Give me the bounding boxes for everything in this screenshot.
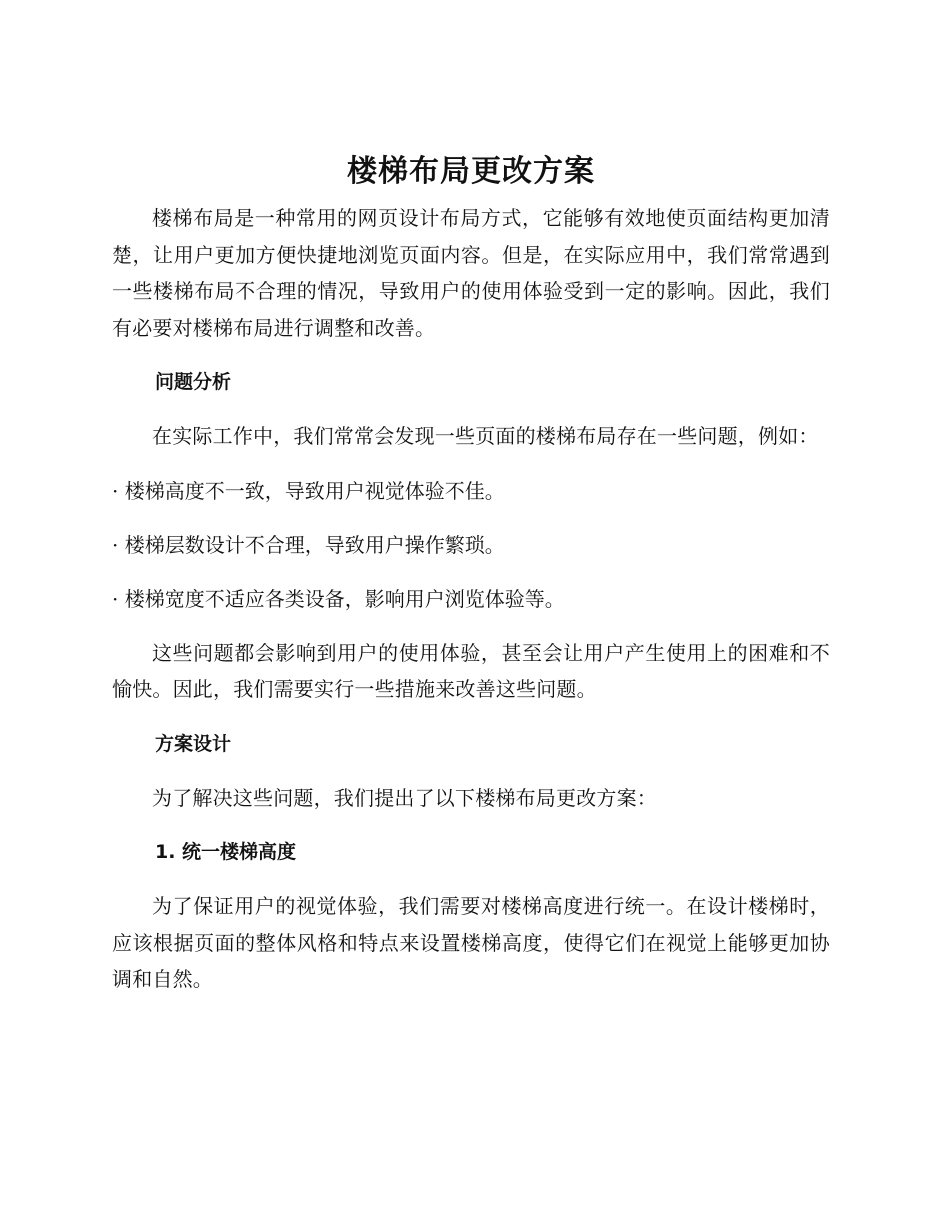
section-heading-solution-design: 方案设计 — [155, 732, 232, 755]
spacer — [112, 400, 830, 418]
solution-lead-paragraph: 为了解决这些问题，我们提出了以下楼梯布局更改方案： — [152, 785, 657, 810]
problem-lead-paragraph: 在实际工作中，我们常常会发现一些页面的楼梯布局存在一些问题，例如： — [152, 424, 819, 448]
spacer — [112, 617, 830, 635]
spacer — [112, 708, 830, 726]
spacer — [112, 816, 830, 834]
spacer — [112, 346, 830, 364]
subheading-unify-stair-height: 1. 统一楼梯高度 — [155, 841, 297, 863]
problem-bullet-item: · 楼梯高度不一致，导致用户视觉体验不佳。 — [112, 478, 505, 503]
intro-paragraph: 楼梯布局是一种常用的网页设计布局方式，它能够有效地使页面结构更加清楚，让用户更加方便快捷地浏览页面内容。但是，在实际应用中，我们常常遇到一些楼梯布局不合理的情况，导致用户的使用体验受到一定的影响。因此，我们有必要对楼梯布局进行调整和改善。 — [112, 206, 830, 340]
spacer — [112, 563, 830, 581]
document-title: 楼梯布局更改方案 — [347, 154, 595, 189]
problem-bullet-item: · 楼梯宽度不适应各类设备，影响用户浏览体验等。 — [112, 586, 565, 611]
problem-conclusion-paragraph: 这些问题都会影响到用户的使用体验，甚至会让用户产生使用上的困难和不愉快。因此，我们需要实行一些措施来改善这些问题。 — [112, 640, 830, 701]
spacer — [112, 455, 830, 473]
section-heading-problem-analysis: 问题分析 — [155, 371, 232, 393]
spacer — [112, 762, 830, 780]
document-body — [112, 150, 830, 998]
spacer — [112, 509, 830, 527]
problem-bullet-item: · 楼梯层数设计不合理，导致用户操作繁琐。 — [112, 532, 505, 557]
unify-height-paragraph: 为了保证用户的视觉体验，我们需要对楼梯高度进行统一。在设计楼梯时，应该根据页面的整体风格和特点来设置楼梯高度，使得它们在视觉上能够更加协调和自然。 — [112, 894, 830, 991]
spacer — [112, 870, 830, 888]
